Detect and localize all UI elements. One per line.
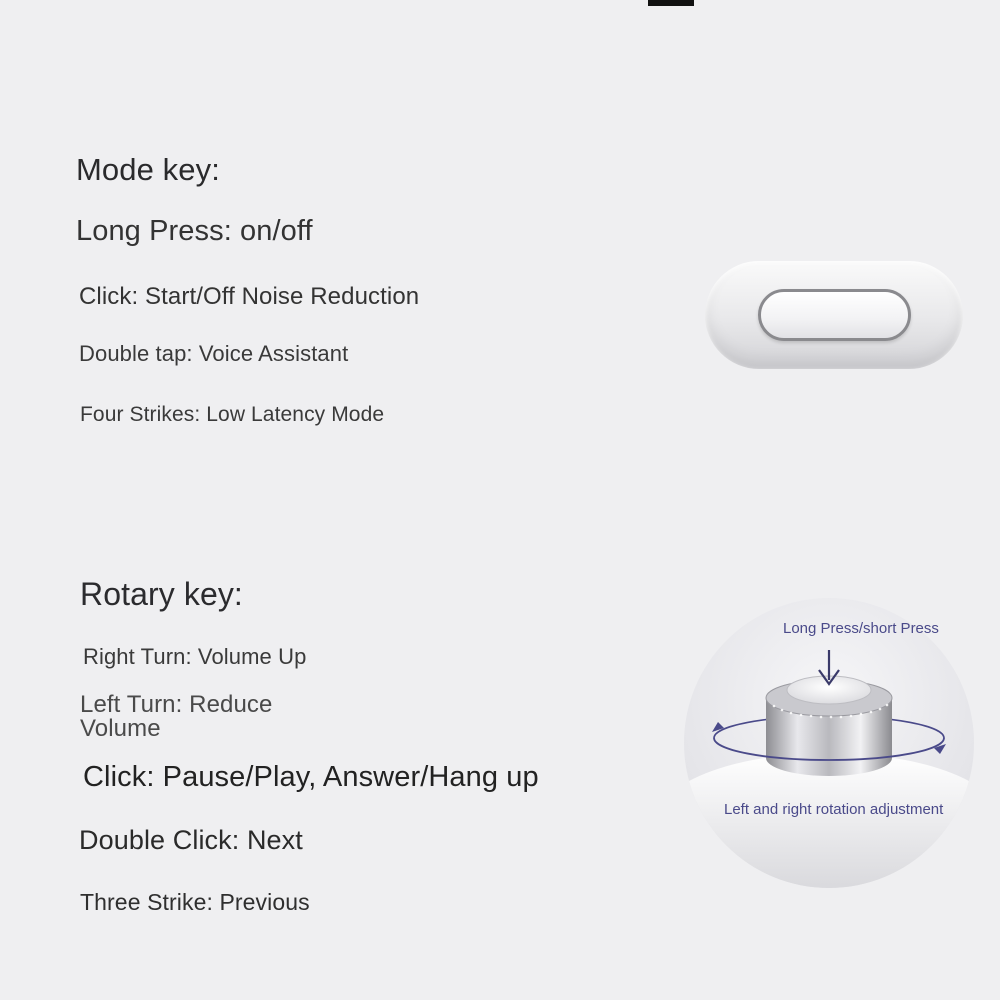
rotary-key-illustration (684, 598, 974, 888)
rotary-knob-graphic (684, 598, 974, 888)
mode-key-item-four-strikes: Four Strikes: Low Latency Mode (80, 403, 385, 426)
rotary-key-title: Rotary key: (80, 576, 243, 612)
mode-key-item-click: Click: Start/Off Noise Reduction (79, 283, 420, 310)
mode-key-title: Mode key: (76, 152, 220, 187)
rotary-knob-cap (787, 676, 871, 704)
mode-key-item-double-tap: Double tap: Voice Assistant (79, 341, 349, 366)
rotary-key-item-double-click: Double Click: Next (79, 825, 303, 855)
rotation-arrow-head-left (712, 722, 724, 732)
rotary-key-item-right-turn: Right Turn: Volume Up (83, 644, 307, 669)
rotation-label: Left and right rotation adjustment (724, 801, 944, 818)
mode-key-button-illustration (758, 289, 911, 341)
rotary-key-item-left-turn: Left Turn: Reduce Volume (80, 691, 273, 742)
mode-key-item-long-press: Long Press: on/off (76, 215, 313, 247)
top-edge-bar (648, 0, 694, 6)
press-label: Long Press/short Press (783, 620, 939, 637)
rotary-key-item-click: Click: Pause/Play, Answer/Hang up (83, 761, 539, 793)
rotary-key-item-three-strike: Three Strike: Previous (80, 889, 310, 915)
